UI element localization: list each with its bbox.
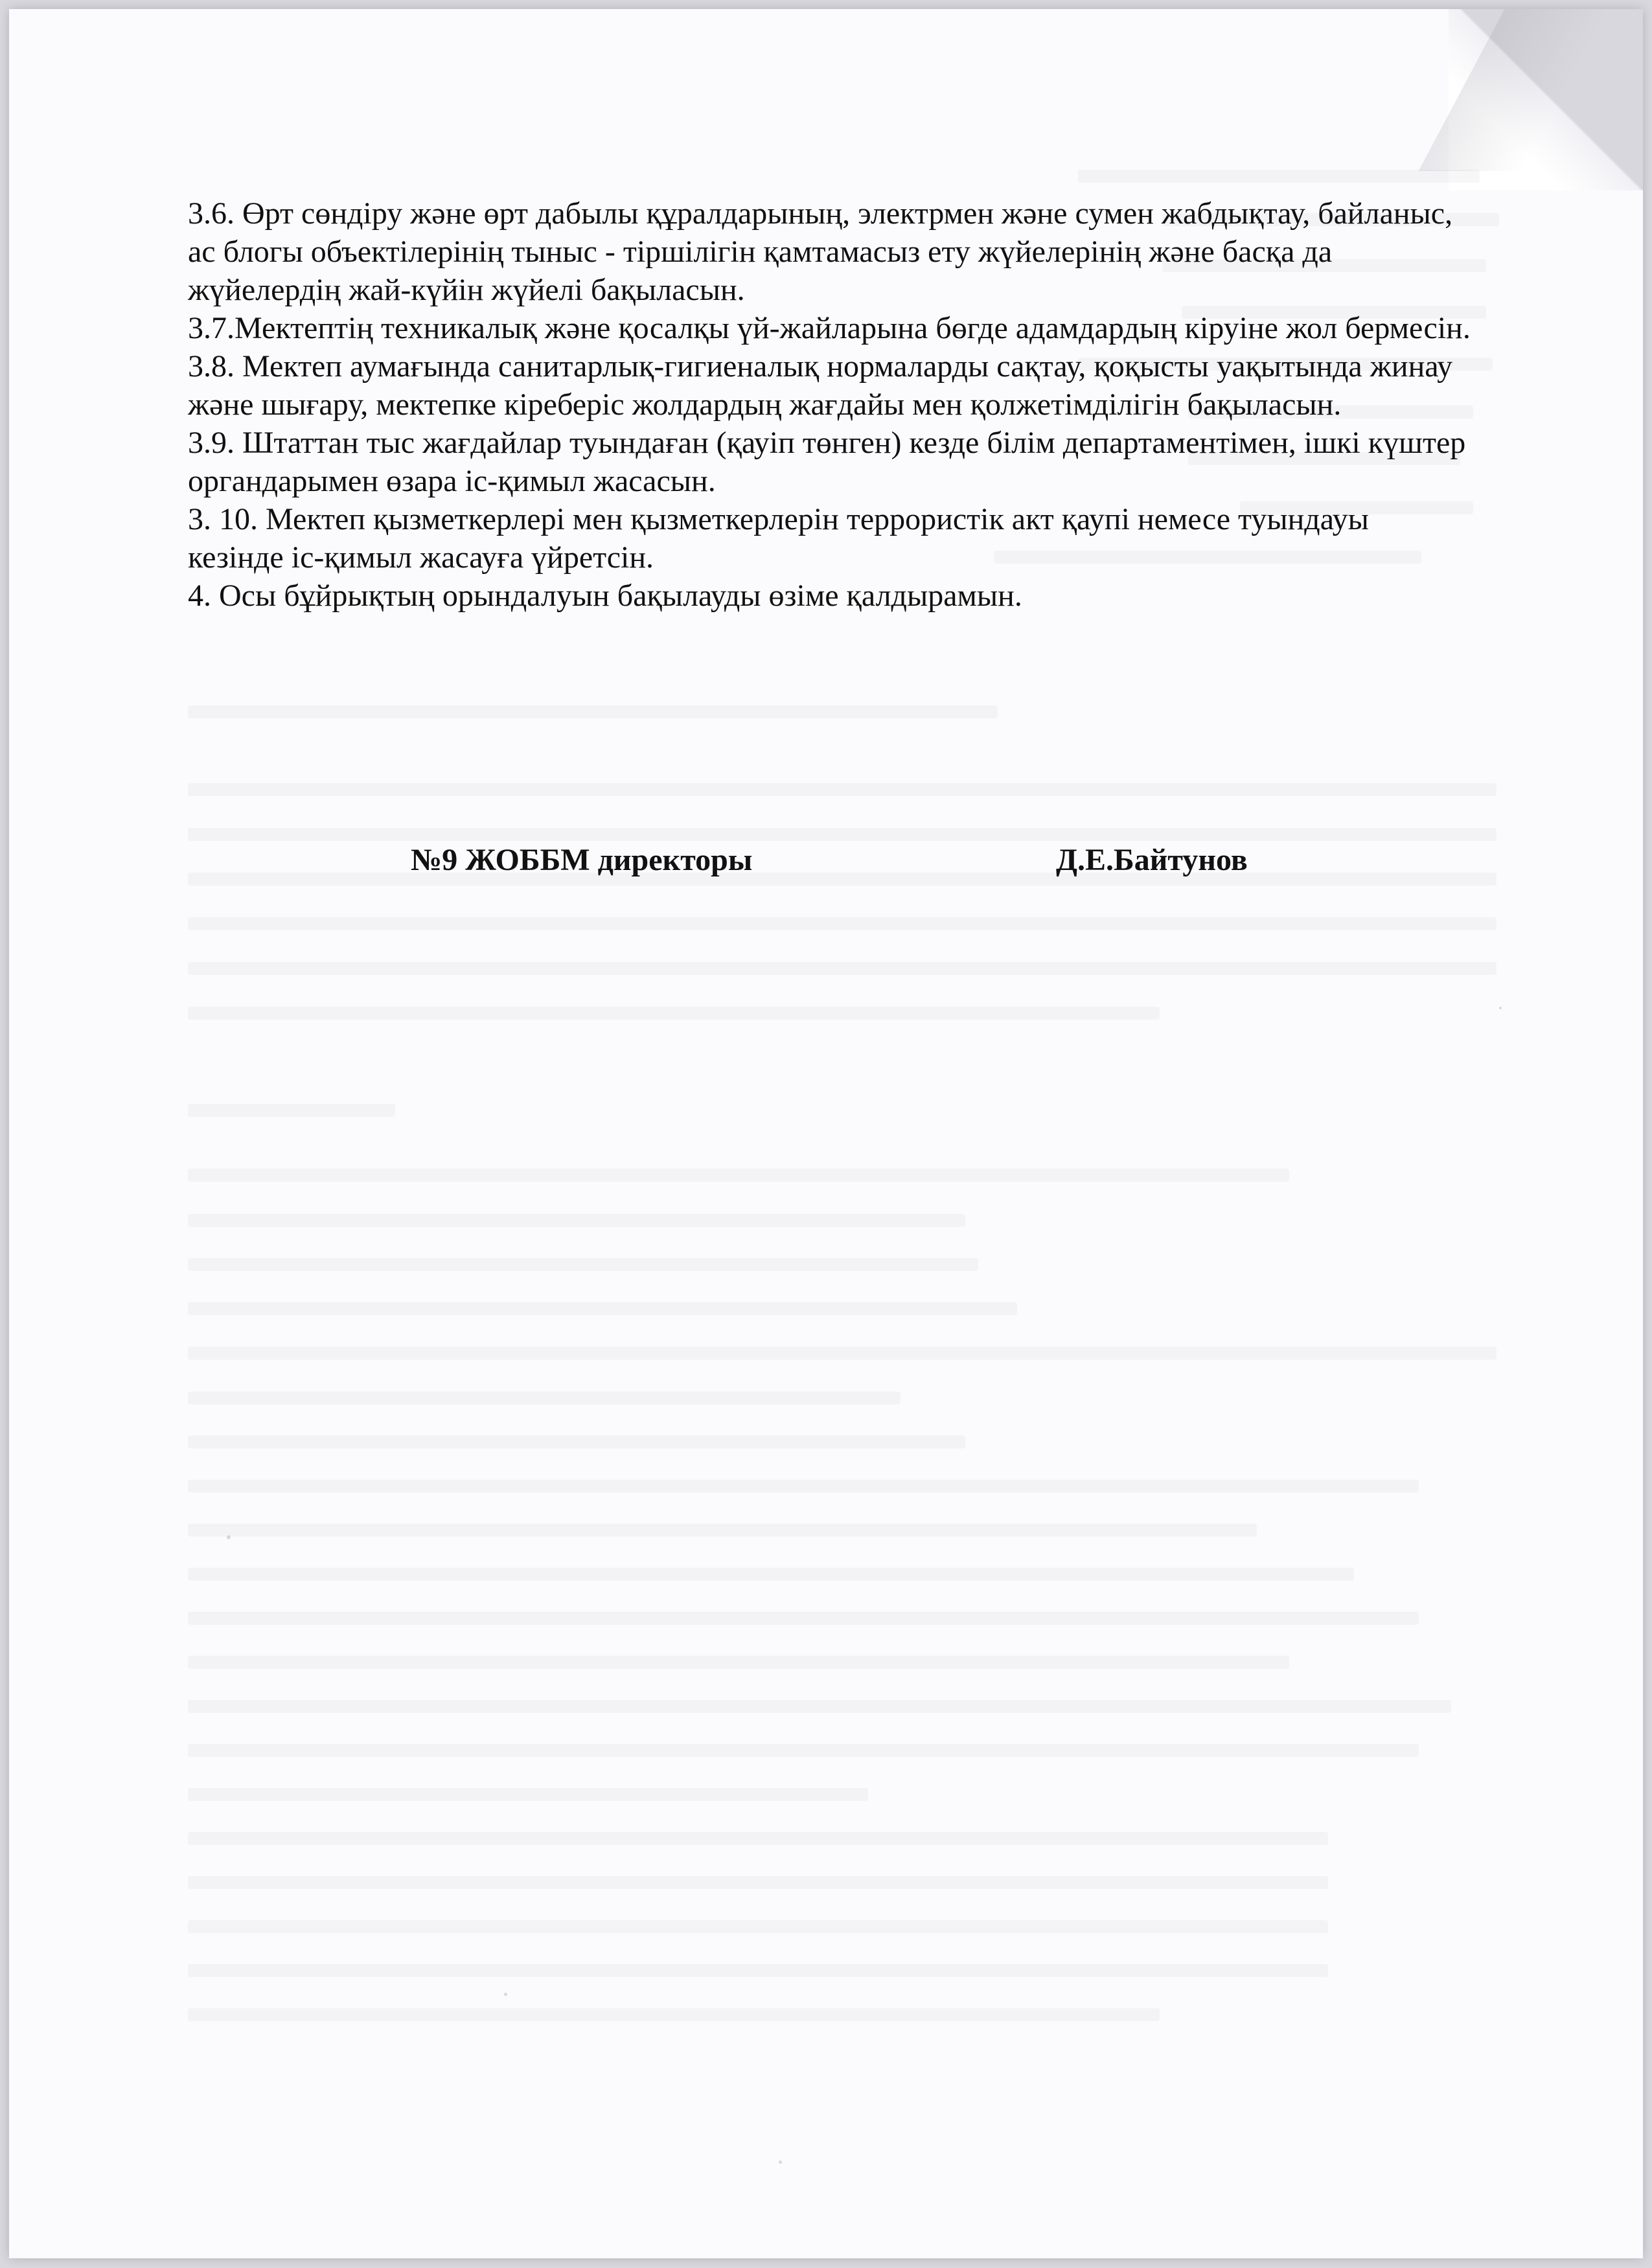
director-title: №9 ЖОББМ директоры [411,843,753,877]
paragraph-3-6: 3.6. Өрт сөндіру және өрт дабылы құралдарының, электрмен және сумен жабдықтау, байланыс, ас блогы объектілерінің тыныс - тіршілігін қамтамасыз ету жүйелерінің және басқа да жүйелердің жай-күйін жүйелі бақыласын. [188,196,1453,307]
paragraph-3-7: 3.7.Мектептің техникалық және қосалқы үй-жайларына бөгде адамдардың кіруіне жол бермесін. [188,311,1471,345]
paragraph-3-9: 3.9. Штаттан тыс жағдайлар туындаған (қауіп төнген) кезде білім департаментімен, ішкі күштер органдарымен өзара іс-қимыл жасасын. [188,426,1466,498]
paragraph-3-8: 3.8. Мектеп аумағында санитарлық-гигиеналық нормаларды сақтау, қоқысты уақытында жинау және шығару, мектепке кіреберіс жолдардың жағдайы мен қолжетімділігін бақыласын. [188,349,1453,422]
order-document-body [188,194,1471,877]
scan-speck [504,1993,507,1996]
scan-speck [227,1535,231,1539]
director-name: Д.Е.Байтунов [1056,843,1248,877]
scan-speck [1499,1007,1502,1009]
scanned-document-page [9,9,1643,2258]
paragraph-4: 4. Осы бұйрықтың орындалуын бақылауды өзіме қалдырамын. [188,578,1022,613]
scan-speck [779,2160,782,2164]
signature-block [188,841,1471,881]
paragraph-3-10: 3. 10. Мектеп қызметкерлері мен қызметкерлерін террористік акт қаупі немесе туындауы кезінде іс-қимыл жасауға үйретсін. [188,502,1369,575]
